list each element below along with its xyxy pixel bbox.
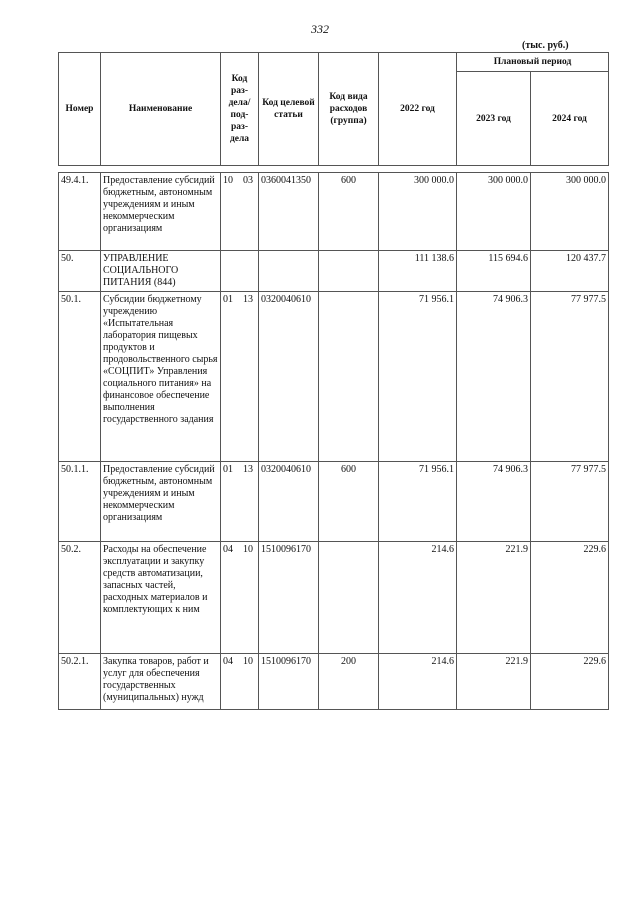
row-name: УПРАВЛЕНИЕ СОЦИАЛЬНОГО ПИТАНИЯ (844) [101, 251, 221, 292]
row-spacer [59, 166, 609, 173]
row-value-2022: 111 138.6 [379, 251, 457, 292]
row-number: 50.1. [59, 292, 101, 462]
row-section-code: 01 13 [221, 462, 259, 542]
row-value-2024: 77 977.5 [531, 292, 609, 462]
row-value-2022: 71 956.1 [379, 292, 457, 462]
row-value-2024: 300 000.0 [531, 173, 609, 251]
table-row [59, 462, 609, 542]
header-year-2024: 2024 год [531, 72, 609, 166]
row-name: Закупка товаров, работ и услуг для обеспечения государственных (муниципальных) нужд [101, 654, 221, 710]
row-value-2023: 74 906.3 [457, 462, 531, 542]
row-target-code [259, 251, 319, 292]
row-value-2023: 300 000.0 [457, 173, 531, 251]
row-value-2024: 120 437.7 [531, 251, 609, 292]
header-target-code: Код целевой статьи [259, 53, 319, 166]
row-value-2023: 221.9 [457, 654, 531, 710]
row-name: Субсидии бюджетному учреждению «Испытательная лаборатория пищевых продуктов и продовольственного сырья «СОЦПИТ» Управления социального питания» на финансовое обеспечение выполнения государственного задания [101, 292, 221, 462]
row-number: 50.1.1. [59, 462, 101, 542]
header-year-2022: 2022 год [379, 53, 457, 166]
row-number: 50. [59, 251, 101, 292]
row-section-code: 04 10 [221, 542, 259, 654]
row-value-2024: 229.6 [531, 542, 609, 654]
row-name: Предоставление субсидий бюджетным, автономным учреждениям и иным некоммерческим организациям [101, 173, 221, 251]
row-value-2022: 300 000.0 [379, 173, 457, 251]
row-section-code: 10 03 [221, 173, 259, 251]
row-value-2023: 74 906.3 [457, 292, 531, 462]
header-name: Наименование [101, 53, 221, 166]
header-section-code: Код раз-дела/ под-раз-дела [221, 53, 259, 166]
units-label: (тыс. руб.) [522, 40, 569, 51]
budget-table [58, 52, 609, 710]
table-row [59, 251, 609, 292]
header-planning-period: Плановый период [457, 53, 609, 72]
row-value-2022: 71 956.1 [379, 462, 457, 542]
row-value-2024: 229.6 [531, 654, 609, 710]
row-number: 50.2. [59, 542, 101, 654]
row-expense-code [319, 292, 379, 462]
row-value-2024: 77 977.5 [531, 462, 609, 542]
row-value-2022: 214.6 [379, 654, 457, 710]
row-section-code [221, 251, 259, 292]
row-target-code: 0360041350 [259, 173, 319, 251]
row-target-code: 0320040610 [259, 462, 319, 542]
table-row [59, 542, 609, 654]
row-expense-code [319, 251, 379, 292]
row-section-code: 01 13 [221, 292, 259, 462]
row-number: 49.4.1. [59, 173, 101, 251]
row-expense-code: 200 [319, 654, 379, 710]
page-number: 332 [311, 22, 329, 36]
row-value-2023: 115 694.6 [457, 251, 531, 292]
header-year-2023: 2023 год [457, 72, 531, 166]
header-number: Номер [59, 53, 101, 166]
row-expense-code: 600 [319, 462, 379, 542]
row-target-code: 1510096170 [259, 542, 319, 654]
row-target-code: 0320040610 [259, 292, 319, 462]
row-value-2022: 214.6 [379, 542, 457, 654]
header-expense-type-code: Код вида расходов (группа) [319, 53, 379, 166]
table-row [59, 173, 609, 251]
table-row [59, 292, 609, 462]
row-expense-code: 600 [319, 173, 379, 251]
row-target-code: 1510096170 [259, 654, 319, 710]
row-section-code: 04 10 [221, 654, 259, 710]
row-expense-code [319, 542, 379, 654]
row-name: Расходы на обеспечение эксплуатации и закупку средств автоматизации, запасных частей, расходных материалов и комплектующих к ним [101, 542, 221, 654]
table-row [59, 654, 609, 710]
row-number: 50.2.1. [59, 654, 101, 710]
row-value-2023: 221.9 [457, 542, 531, 654]
row-name: Предоставление субсидий бюджетным, автономным учреждениям и иным некоммерческим организациям [101, 462, 221, 542]
